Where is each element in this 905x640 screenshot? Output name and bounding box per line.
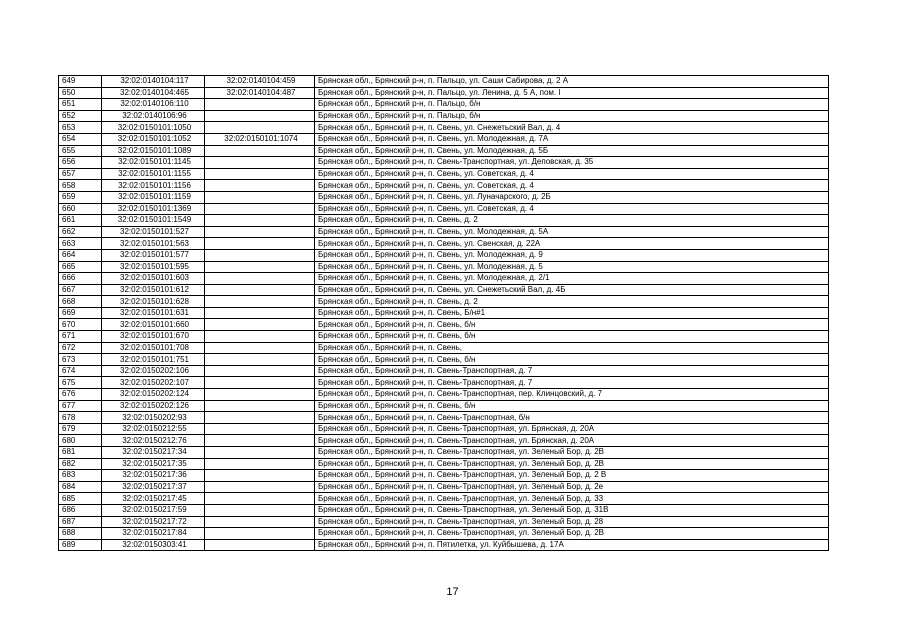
row-number-cell: 656 xyxy=(59,157,102,169)
table-row xyxy=(59,539,829,551)
linked-cadastral-number-cell xyxy=(205,319,315,331)
linked-cadastral-number-cell xyxy=(205,203,315,215)
row-number-cell: 673 xyxy=(59,354,102,366)
address-cell: Брянская обл., Брянский р-н, п. Свень, Б/н#1 xyxy=(315,307,829,319)
address-cell: Брянская обл., Брянский р-н, п. Свень, б/н xyxy=(315,319,829,331)
address-cell: Брянская обл., Брянский р-н, п. Пальцо, б/н xyxy=(315,110,829,122)
table-row xyxy=(59,354,829,366)
address-cell: Брянская обл., Брянский р-н, п. Свень-Транспортная, ул. Зеленый Бор, д. 2В xyxy=(315,447,829,459)
cadastral-number-cell: 32:02:0150101:595 xyxy=(102,261,205,273)
cadastral-number-cell: 32:02:0150101:631 xyxy=(102,307,205,319)
table-row xyxy=(59,528,829,540)
cadastral-number-cell: 32:02:0140104:465 xyxy=(102,87,205,99)
cadastral-number-cell: 32:02:0150101:612 xyxy=(102,284,205,296)
address-cell: Брянская обл., Брянский р-н, п. Свень-Транспортная, ул. Брянская, д. 20А xyxy=(315,435,829,447)
cadastral-number-cell: 32:02:0150101:1089 xyxy=(102,145,205,157)
table-row xyxy=(59,87,829,99)
linked-cadastral-number-cell xyxy=(205,447,315,459)
address-cell: Брянская обл., Брянский р-н, п. Свень, б/н xyxy=(315,331,829,343)
linked-cadastral-number-cell xyxy=(205,122,315,134)
row-number-cell: 658 xyxy=(59,180,102,192)
register-table-body xyxy=(59,76,829,551)
row-number-cell: 674 xyxy=(59,365,102,377)
linked-cadastral-number-cell xyxy=(205,412,315,424)
cadastral-number-cell: 32:02:0150202:124 xyxy=(102,389,205,401)
table-row xyxy=(59,145,829,157)
row-number-cell: 680 xyxy=(59,435,102,447)
linked-cadastral-number-cell xyxy=(205,99,315,111)
table-row xyxy=(59,133,829,145)
linked-cadastral-number-cell xyxy=(205,365,315,377)
cadastral-number-cell: 32:02:0150101:563 xyxy=(102,238,205,250)
row-number-cell: 669 xyxy=(59,307,102,319)
cadastral-number-cell: 32:02:0150101:577 xyxy=(102,249,205,261)
row-number-cell: 660 xyxy=(59,203,102,215)
row-number-cell: 655 xyxy=(59,145,102,157)
address-cell: Брянская обл., Брянский р-н, п. Свень, ул. Молодежная, д. 5А xyxy=(315,226,829,238)
cadastral-number-cell: 32:02:0150303:41 xyxy=(102,539,205,551)
address-cell: Брянская обл., Брянский р-н, п. Свень-Транспортная, ул. Деповская, д. 35 xyxy=(315,157,829,169)
address-cell: Брянская обл., Брянский р-н, п. Свень-Транспортная, б/н xyxy=(315,412,829,424)
row-number-cell: 684 xyxy=(59,481,102,493)
row-number-cell: 682 xyxy=(59,458,102,470)
table-row xyxy=(59,180,829,192)
table-row xyxy=(59,284,829,296)
linked-cadastral-number-cell xyxy=(205,377,315,389)
table-row xyxy=(59,296,829,308)
row-number-cell: 688 xyxy=(59,528,102,540)
row-number-cell: 654 xyxy=(59,133,102,145)
address-cell: Брянская обл., Брянский р-н, п. Свень, ул. Молодежная, д. 9 xyxy=(315,249,829,261)
linked-cadastral-number-cell xyxy=(205,423,315,435)
cadastral-number-cell: 32:02:0150202:106 xyxy=(102,365,205,377)
row-number-cell: 668 xyxy=(59,296,102,308)
cadastral-number-cell: 32:02:0150217:35 xyxy=(102,458,205,470)
cadastral-number-cell: 32:02:0150217:84 xyxy=(102,528,205,540)
linked-cadastral-number-cell xyxy=(205,400,315,412)
linked-cadastral-number-cell xyxy=(205,296,315,308)
cadastral-number-cell: 32:02:0150217:37 xyxy=(102,481,205,493)
table-row xyxy=(59,400,829,412)
linked-cadastral-number-cell xyxy=(205,191,315,203)
linked-cadastral-number-cell xyxy=(205,249,315,261)
address-cell: Брянская обл., Брянский р-н, п. Свень, ул. Молодежная, д. 7А xyxy=(315,133,829,145)
row-number-cell: 667 xyxy=(59,284,102,296)
cadastral-number-cell: 32:02:0140106:96 xyxy=(102,110,205,122)
row-number-cell: 662 xyxy=(59,226,102,238)
address-cell: Брянская обл., Брянский р-н, п. Свень, ул. Советская, д. 4 xyxy=(315,203,829,215)
table-row xyxy=(59,365,829,377)
address-cell: Брянская обл., Брянский р-н, п. Свень-Транспортная, ул. Зеленый Бор, д. 2В xyxy=(315,528,829,540)
cadastral-number-cell: 32:02:0150217:34 xyxy=(102,447,205,459)
address-cell: Брянская обл., Брянский р-н, п. Свень, б/н xyxy=(315,354,829,366)
linked-cadastral-number-cell xyxy=(205,354,315,366)
cadastral-number-cell: 32:02:0150101:1155 xyxy=(102,168,205,180)
row-number-cell: 671 xyxy=(59,331,102,343)
table-row xyxy=(59,273,829,285)
table-row xyxy=(59,99,829,111)
address-cell: Брянская обл., Брянский р-н, п. Свень-Транспортная, пер. Клинцовский, д. 7 xyxy=(315,389,829,401)
cadastral-number-cell: 32:02:0150202:93 xyxy=(102,412,205,424)
address-cell: Брянская обл., Брянский р-н, п. Свень-Транспортная, ул. Зеленый Бор, д. 2е xyxy=(315,481,829,493)
linked-cadastral-number-cell xyxy=(205,516,315,528)
linked-cadastral-number-cell: 32:02:0140104:487 xyxy=(205,87,315,99)
cadastral-number-cell: 32:02:0150217:59 xyxy=(102,504,205,516)
cadastral-number-cell: 32:02:0150101:1156 xyxy=(102,180,205,192)
row-number-cell: 665 xyxy=(59,261,102,273)
cadastral-number-cell: 32:02:0150101:660 xyxy=(102,319,205,331)
address-cell: Брянская обл., Брянский р-н, п. Свень, б/н xyxy=(315,400,829,412)
page-number: 17 xyxy=(446,586,459,598)
cadastral-number-cell: 32:02:0150101:1549 xyxy=(102,215,205,227)
address-cell: Брянская обл., Брянский р-н, п. Свень, ул. Советская, д. 4 xyxy=(315,168,829,180)
linked-cadastral-number-cell xyxy=(205,528,315,540)
cadastral-number-cell: 32:02:0150101:1145 xyxy=(102,157,205,169)
table-row xyxy=(59,157,829,169)
cadastral-number-cell: 32:02:0140106:110 xyxy=(102,99,205,111)
table-row xyxy=(59,122,829,134)
row-number-cell: 663 xyxy=(59,238,102,250)
row-number-cell: 687 xyxy=(59,516,102,528)
row-number-cell: 649 xyxy=(59,76,102,88)
linked-cadastral-number-cell xyxy=(205,261,315,273)
table-row xyxy=(59,110,829,122)
table-row xyxy=(59,435,829,447)
linked-cadastral-number-cell xyxy=(205,157,315,169)
table-row xyxy=(59,423,829,435)
linked-cadastral-number-cell xyxy=(205,435,315,447)
cadastral-number-cell: 32:02:0140104:117 xyxy=(102,76,205,88)
table-row xyxy=(59,261,829,273)
address-cell: Брянская обл., Брянский р-н, п. Свень-Транспортная, ул. Зеленый Бор, д. 31В xyxy=(315,504,829,516)
address-cell: Брянская обл., Брянский р-н, п. Свень, ул. Молодежная, д. 5 xyxy=(315,261,829,273)
table-row xyxy=(59,307,829,319)
table-row xyxy=(59,319,829,331)
address-cell: Брянская обл., Брянский р-н, п. Свень, д. 2 xyxy=(315,296,829,308)
address-cell: Брянская обл., Брянский р-н, п. Свень, ул. Снежетьский Вал, д. 4 xyxy=(315,122,829,134)
cadastral-number-cell: 32:02:0150202:126 xyxy=(102,400,205,412)
row-number-cell: 672 xyxy=(59,342,102,354)
address-cell: Брянская обл., Брянский р-н, п. Свень, ул. Молодежная, д. 5Б xyxy=(315,145,829,157)
table-row xyxy=(59,447,829,459)
table-row xyxy=(59,331,829,343)
row-number-cell: 653 xyxy=(59,122,102,134)
address-cell: Брянская обл., Брянский р-н, п. Пальцо, б/н xyxy=(315,99,829,111)
linked-cadastral-number-cell xyxy=(205,180,315,192)
cadastral-number-cell: 32:02:0150101:1159 xyxy=(102,191,205,203)
row-number-cell: 686 xyxy=(59,504,102,516)
table-row xyxy=(59,191,829,203)
table-row xyxy=(59,504,829,516)
table-row xyxy=(59,470,829,482)
linked-cadastral-number-cell xyxy=(205,389,315,401)
address-cell: Брянская обл., Брянский р-н, п. Свень-Транспортная, д. 7 xyxy=(315,365,829,377)
linked-cadastral-number-cell xyxy=(205,307,315,319)
address-cell: Брянская обл., Брянский р-н, п. Свень-Транспортная, ул. Зеленый Бор, д. 28 xyxy=(315,516,829,528)
address-cell: Брянская обл., Брянский р-н, п. Пальцо, ул. Ленина, д. 5 А, пом. I xyxy=(315,87,829,99)
table-row xyxy=(59,389,829,401)
row-number-cell: 683 xyxy=(59,470,102,482)
table-row xyxy=(59,76,829,88)
cadastral-number-cell: 32:02:0150217:45 xyxy=(102,493,205,505)
linked-cadastral-number-cell xyxy=(205,539,315,551)
linked-cadastral-number-cell xyxy=(205,168,315,180)
linked-cadastral-number-cell xyxy=(205,110,315,122)
linked-cadastral-number-cell xyxy=(205,273,315,285)
table-row xyxy=(59,458,829,470)
row-number-cell: 664 xyxy=(59,249,102,261)
table-row xyxy=(59,493,829,505)
table-row xyxy=(59,516,829,528)
address-cell: Брянская обл., Брянский р-н, п. Свень, xyxy=(315,342,829,354)
row-number-cell: 685 xyxy=(59,493,102,505)
cadastral-number-cell: 32:02:0150212:76 xyxy=(102,435,205,447)
row-number-cell: 676 xyxy=(59,389,102,401)
linked-cadastral-number-cell xyxy=(205,481,315,493)
linked-cadastral-number-cell xyxy=(205,331,315,343)
table-row xyxy=(59,412,829,424)
row-number-cell: 661 xyxy=(59,215,102,227)
cadastral-number-cell: 32:02:0150101:603 xyxy=(102,273,205,285)
linked-cadastral-number-cell: 32:02:0140104:459 xyxy=(205,76,315,88)
cadastral-number-cell: 32:02:0150212:55 xyxy=(102,423,205,435)
table-row xyxy=(59,238,829,250)
row-number-cell: 678 xyxy=(59,412,102,424)
address-cell: Брянская обл., Брянский р-н, п. Свень, ул. Советская, д. 4 xyxy=(315,180,829,192)
linked-cadastral-number-cell xyxy=(205,470,315,482)
address-cell: Брянская обл., Брянский р-н, п. Свень-Транспортная, ул. Брянская, д. 20А xyxy=(315,423,829,435)
address-cell: Брянская обл., Брянский р-н, п. Свень, ул. Снежетьский Вал, д. 4Б xyxy=(315,284,829,296)
cadastral-number-cell: 32:02:0150217:36 xyxy=(102,470,205,482)
row-number-cell: 659 xyxy=(59,191,102,203)
linked-cadastral-number-cell xyxy=(205,458,315,470)
table-row xyxy=(59,215,829,227)
cadastral-number-cell: 32:02:0150101:628 xyxy=(102,296,205,308)
linked-cadastral-number-cell xyxy=(205,493,315,505)
table-row xyxy=(59,481,829,493)
row-number-cell: 666 xyxy=(59,273,102,285)
cadastral-number-cell: 32:02:0150101:1369 xyxy=(102,203,205,215)
address-cell: Брянская обл., Брянский р-н, п. Свень, ул. Свенская, д. 22А xyxy=(315,238,829,250)
linked-cadastral-number-cell xyxy=(205,238,315,250)
cadastral-number-cell: 32:02:0150101:670 xyxy=(102,331,205,343)
cadastral-number-cell: 32:02:0150101:1052 xyxy=(102,133,205,145)
linked-cadastral-number-cell xyxy=(205,284,315,296)
address-cell: Брянская обл., Брянский р-н, п. Пятилетка, ул. Куйбышева, д. 17А xyxy=(315,539,829,551)
row-number-cell: 652 xyxy=(59,110,102,122)
row-number-cell: 650 xyxy=(59,87,102,99)
address-cell: Брянская обл., Брянский р-н, п. Свень-Транспортная, ул. Зеленый Бор, д. 2 В xyxy=(315,470,829,482)
linked-cadastral-number-cell: 32:02:0150101:1074 xyxy=(205,133,315,145)
address-cell: Брянская обл., Брянский р-н, п. Пальцо, ул. Саши Сабирова, д. 2 А xyxy=(315,76,829,88)
row-number-cell: 675 xyxy=(59,377,102,389)
row-number-cell: 670 xyxy=(59,319,102,331)
cadastral-number-cell: 32:02:0150101:527 xyxy=(102,226,205,238)
row-number-cell: 679 xyxy=(59,423,102,435)
cadastral-number-cell: 32:02:0150202:107 xyxy=(102,377,205,389)
row-number-cell: 689 xyxy=(59,539,102,551)
table-row xyxy=(59,203,829,215)
row-number-cell: 681 xyxy=(59,447,102,459)
linked-cadastral-number-cell xyxy=(205,342,315,354)
linked-cadastral-number-cell xyxy=(205,145,315,157)
table-row xyxy=(59,226,829,238)
table-row xyxy=(59,168,829,180)
address-cell: Брянская обл., Брянский р-н, п. Свень-Транспортная, ул. Зеленый Бор, д. 33 xyxy=(315,493,829,505)
table-row xyxy=(59,377,829,389)
cadastral-number-cell: 32:02:0150101:751 xyxy=(102,354,205,366)
row-number-cell: 651 xyxy=(59,99,102,111)
address-cell: Брянская обл., Брянский р-н, п. Свень, ул. Молодежная, д. 2/1 xyxy=(315,273,829,285)
address-cell: Брянская обл., Брянский р-н, п. Свень-Транспортная, д. 7 xyxy=(315,377,829,389)
cadastral-number-cell: 32:02:0150101:1050 xyxy=(102,122,205,134)
linked-cadastral-number-cell xyxy=(205,215,315,227)
cadastral-number-cell: 32:02:0150217:72 xyxy=(102,516,205,528)
address-cell: Брянская обл., Брянский р-н, п. Свень, ул. Луначарского, д. 2Б xyxy=(315,191,829,203)
row-number-cell: 677 xyxy=(59,400,102,412)
row-number-cell: 657 xyxy=(59,168,102,180)
property-register-table xyxy=(58,75,829,551)
cadastral-number-cell: 32:02:0150101:708 xyxy=(102,342,205,354)
table-row xyxy=(59,342,829,354)
address-cell: Брянская обл., Брянский р-н, п. Свень, д. 2 xyxy=(315,215,829,227)
address-cell: Брянская обл., Брянский р-н, п. Свень-Транспортная, ул. Зеленый Бор, д. 2В xyxy=(315,458,829,470)
linked-cadastral-number-cell xyxy=(205,226,315,238)
table-row xyxy=(59,249,829,261)
linked-cadastral-number-cell xyxy=(205,504,315,516)
